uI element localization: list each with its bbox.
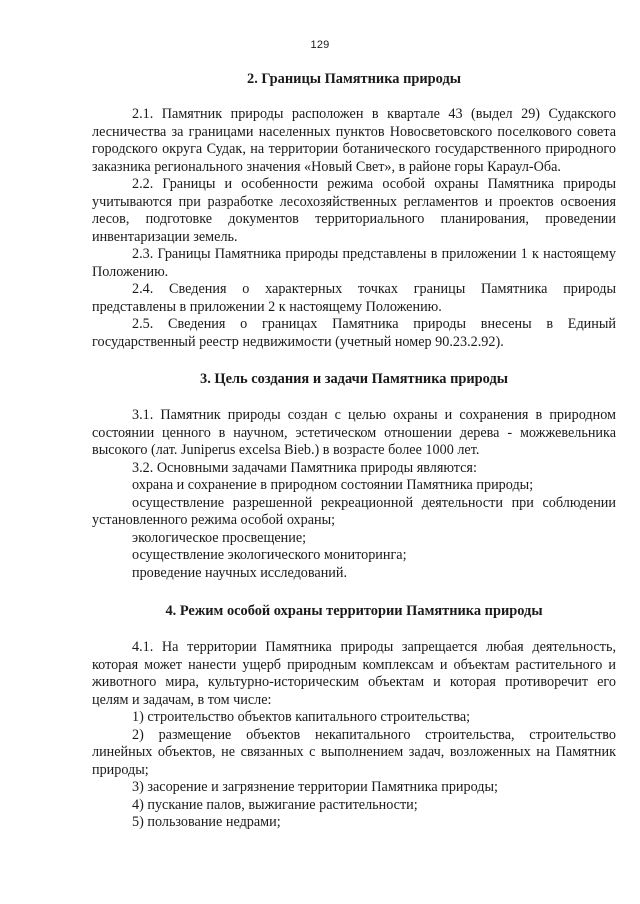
section-4: [92, 602, 616, 832]
prohibition-item: 4) пускание палов, выжигание растительности;: [132, 796, 418, 813]
page-number: 129: [310, 39, 330, 51]
section-heading: 4. Режим особой охраны территории Памятника природы: [165, 603, 543, 619]
prohibition-item: 1) строительство объектов капитального строительства;: [132, 709, 471, 725]
section-heading: 2. Границы Памятника природы: [247, 71, 461, 87]
task-item: охрана и сохранение в природном состоянии Памятника природы;: [132, 477, 534, 493]
prohibition-item: 2) размещение объектов некапитального строительства, строительство линейных объектов, не связанных с выполнением задач, возложенных на Памятник природы;: [92, 726, 616, 778]
paragraph-4-1: 4.1. На территории Памятника природы запрещается любая деятельность, которая может нанести ущерб природным комплексам и объектам растительного и животного мира, культурно-историческим объектам и которая противоречит его целям и задачам, в том числе:: [92, 639, 616, 708]
section-heading: 3. Цель создания и задачи Памятника природы: [200, 371, 508, 387]
page-content: [92, 68, 616, 832]
paragraph-2-2: 2.2. Границы и особенности режима особой охраны Памятника природы учитываются при разработке лесохозяйственных регламентов и проектов освоения лесов, подготовке документов территориального планирования, проведении инвентаризации земель.: [92, 176, 616, 245]
paragraph-2-5: 2.5. Сведения о границах Памятника природы внесены в Единый государственный реестр недвижимости (учетный номер 90.23.2.92).: [92, 316, 616, 350]
paragraph-2-4: 2.4. Сведения о характерных точках границы Памятника природы представлены в приложении 2 к настоящему Положению.: [92, 281, 616, 315]
prohibition-item: 3) засорение и загрязнение территории Памятника природы;: [132, 779, 498, 795]
paragraph-3-1: 3.1. Памятник природы создан с целью охраны и сохранения в природном состоянии ценного в научном, эстетическом отношении дерева - можжевельника высокого (лат. Juniperus excelsa Bieb.) в возрасте более 1000 лет.: [92, 407, 616, 458]
task-item: осуществление разрешенной рекреационной деятельности при соблюдении установленного режима особой охраны;: [92, 494, 616, 528]
paragraph-2-1: 2.1. Памятник природы расположен в квартале 43 (выдел 29) Судакского лесничества за границами населенных пунктов Новосветовского поселкового совета городского округа Судак, на территории ботанического государственного природного заказника регионального значения «Новый Свет», в районе горы Караул-Оба.: [92, 106, 616, 175]
task-item: осуществление экологического мониторинга;: [132, 547, 407, 563]
task-item: экологическое просвещение;: [132, 529, 307, 546]
prohibition-item: 5) пользование недрами;: [132, 814, 281, 830]
paragraph-2-3: 2.3. Границы Памятника природы представлены в приложении 1 к настоящему Положению.: [92, 246, 616, 280]
section-3: [92, 370, 616, 582]
section-2: [92, 70, 616, 351]
task-item: проведение научных исследований.: [132, 564, 348, 581]
paragraph-3-2: 3.2. Основными задачами Памятника природы являются:: [132, 459, 477, 476]
